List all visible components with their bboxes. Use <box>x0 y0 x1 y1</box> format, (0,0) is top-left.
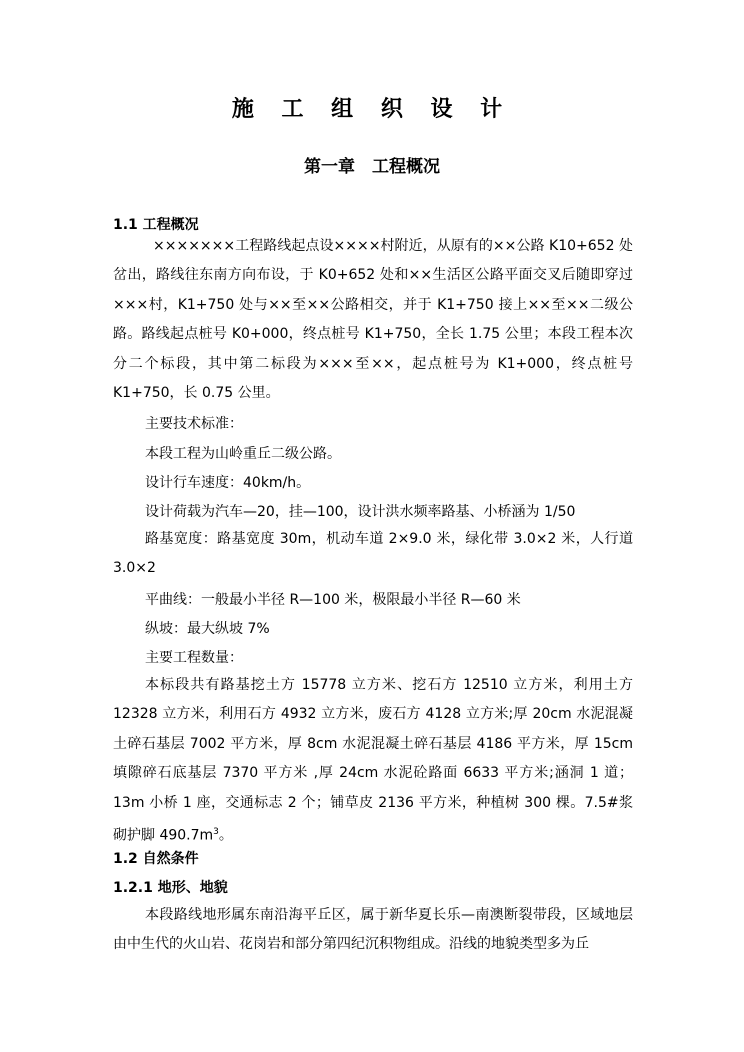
section-heading-1-1: 1.1 工程概况 <box>113 217 199 233</box>
quantities-text: 本标段共有路基挖土方 15778 立方米、挖石方 12510 立方米，利用土方 12328 立方米，利用石方 4932 立方米，废石方 4128 立方米;厚 20cm 水泥混凝土碎石基层 7002 平方米，厚 8cm 水泥混凝土碎石基层 4186 平方米，厚 15cm 填隙碎石底基层 7370 平方米 ,厚 24cm 水泥砼路面 6633 平方米;涵洞 1 道；13m 小桥 1 座，交通标志 2 个；铺草皮 2136 平方米，种植树 300 棵。7.5#浆砌护脚 490.7m <box>113 677 633 844</box>
document-title: 施 工 组 织 设 计 <box>231 97 513 122</box>
standard-item-4: 路基宽度：路基宽度 30m，机动车道 2×9.0 米，绿化带 3.0×2 米，人行道 3.0×2 <box>113 531 633 577</box>
standard-item-6: 纵坡：最大纵坡 7% <box>145 621 270 637</box>
quantities-paragraph <box>113 671 633 851</box>
standard-item-2: 设计行车速度：40km/h。 <box>145 475 311 491</box>
quantities-title: 主要工程数量： <box>145 650 243 666</box>
terrain-paragraph: 本段路线地形属东南沿海平丘区，属于新华夏长乐—南澳断裂带段，区域地层由中生代的火山岩、花岗岩和部分第四纪沉积物组成。沿线的地貌类型多为丘 <box>113 907 633 953</box>
quantities-end: 。 <box>218 827 233 844</box>
intro-paragraph: ×××××××工程路线起点设××××村附近，从原有的××公路 K10+652 处岔出，路线往东南方向布设，于 K0+652 处和××生活区公路平面交叉后随即穿过×××村，K1+750 处与××至××公路相交，并于 K1+750 接上××至××二级公路。路线起点桩号 K0+000，终点桩号 K1+750，全长 1.75 公里；本段工程本次分二个标段，其中第二标段为×××至××，起点桩号为 K1+000，终点桩号 K1+750，长 0.75 公里。 <box>113 238 633 402</box>
standard-item-1: 本段工程为山岭重丘二级公路。 <box>145 446 341 462</box>
standards-title: 主要技术标准： <box>145 416 243 432</box>
cubic-superscript: 3 <box>213 827 219 838</box>
standard-item-5: 平曲线：一般最小半径 R—100 米，极限最小半径 R—60 米 <box>145 592 521 608</box>
chapter-heading: 第一章 工程概况 <box>304 157 440 177</box>
subsection-heading-1-2-1: 1.2.1 地形、地貌 <box>113 880 228 896</box>
section-heading-1-2: 1.2 自然条件 <box>113 851 199 867</box>
standard-item-3: 设计荷载为汽车—20，挂—100，设计洪水频率路基、小桥涵为 1/50 <box>145 504 576 520</box>
